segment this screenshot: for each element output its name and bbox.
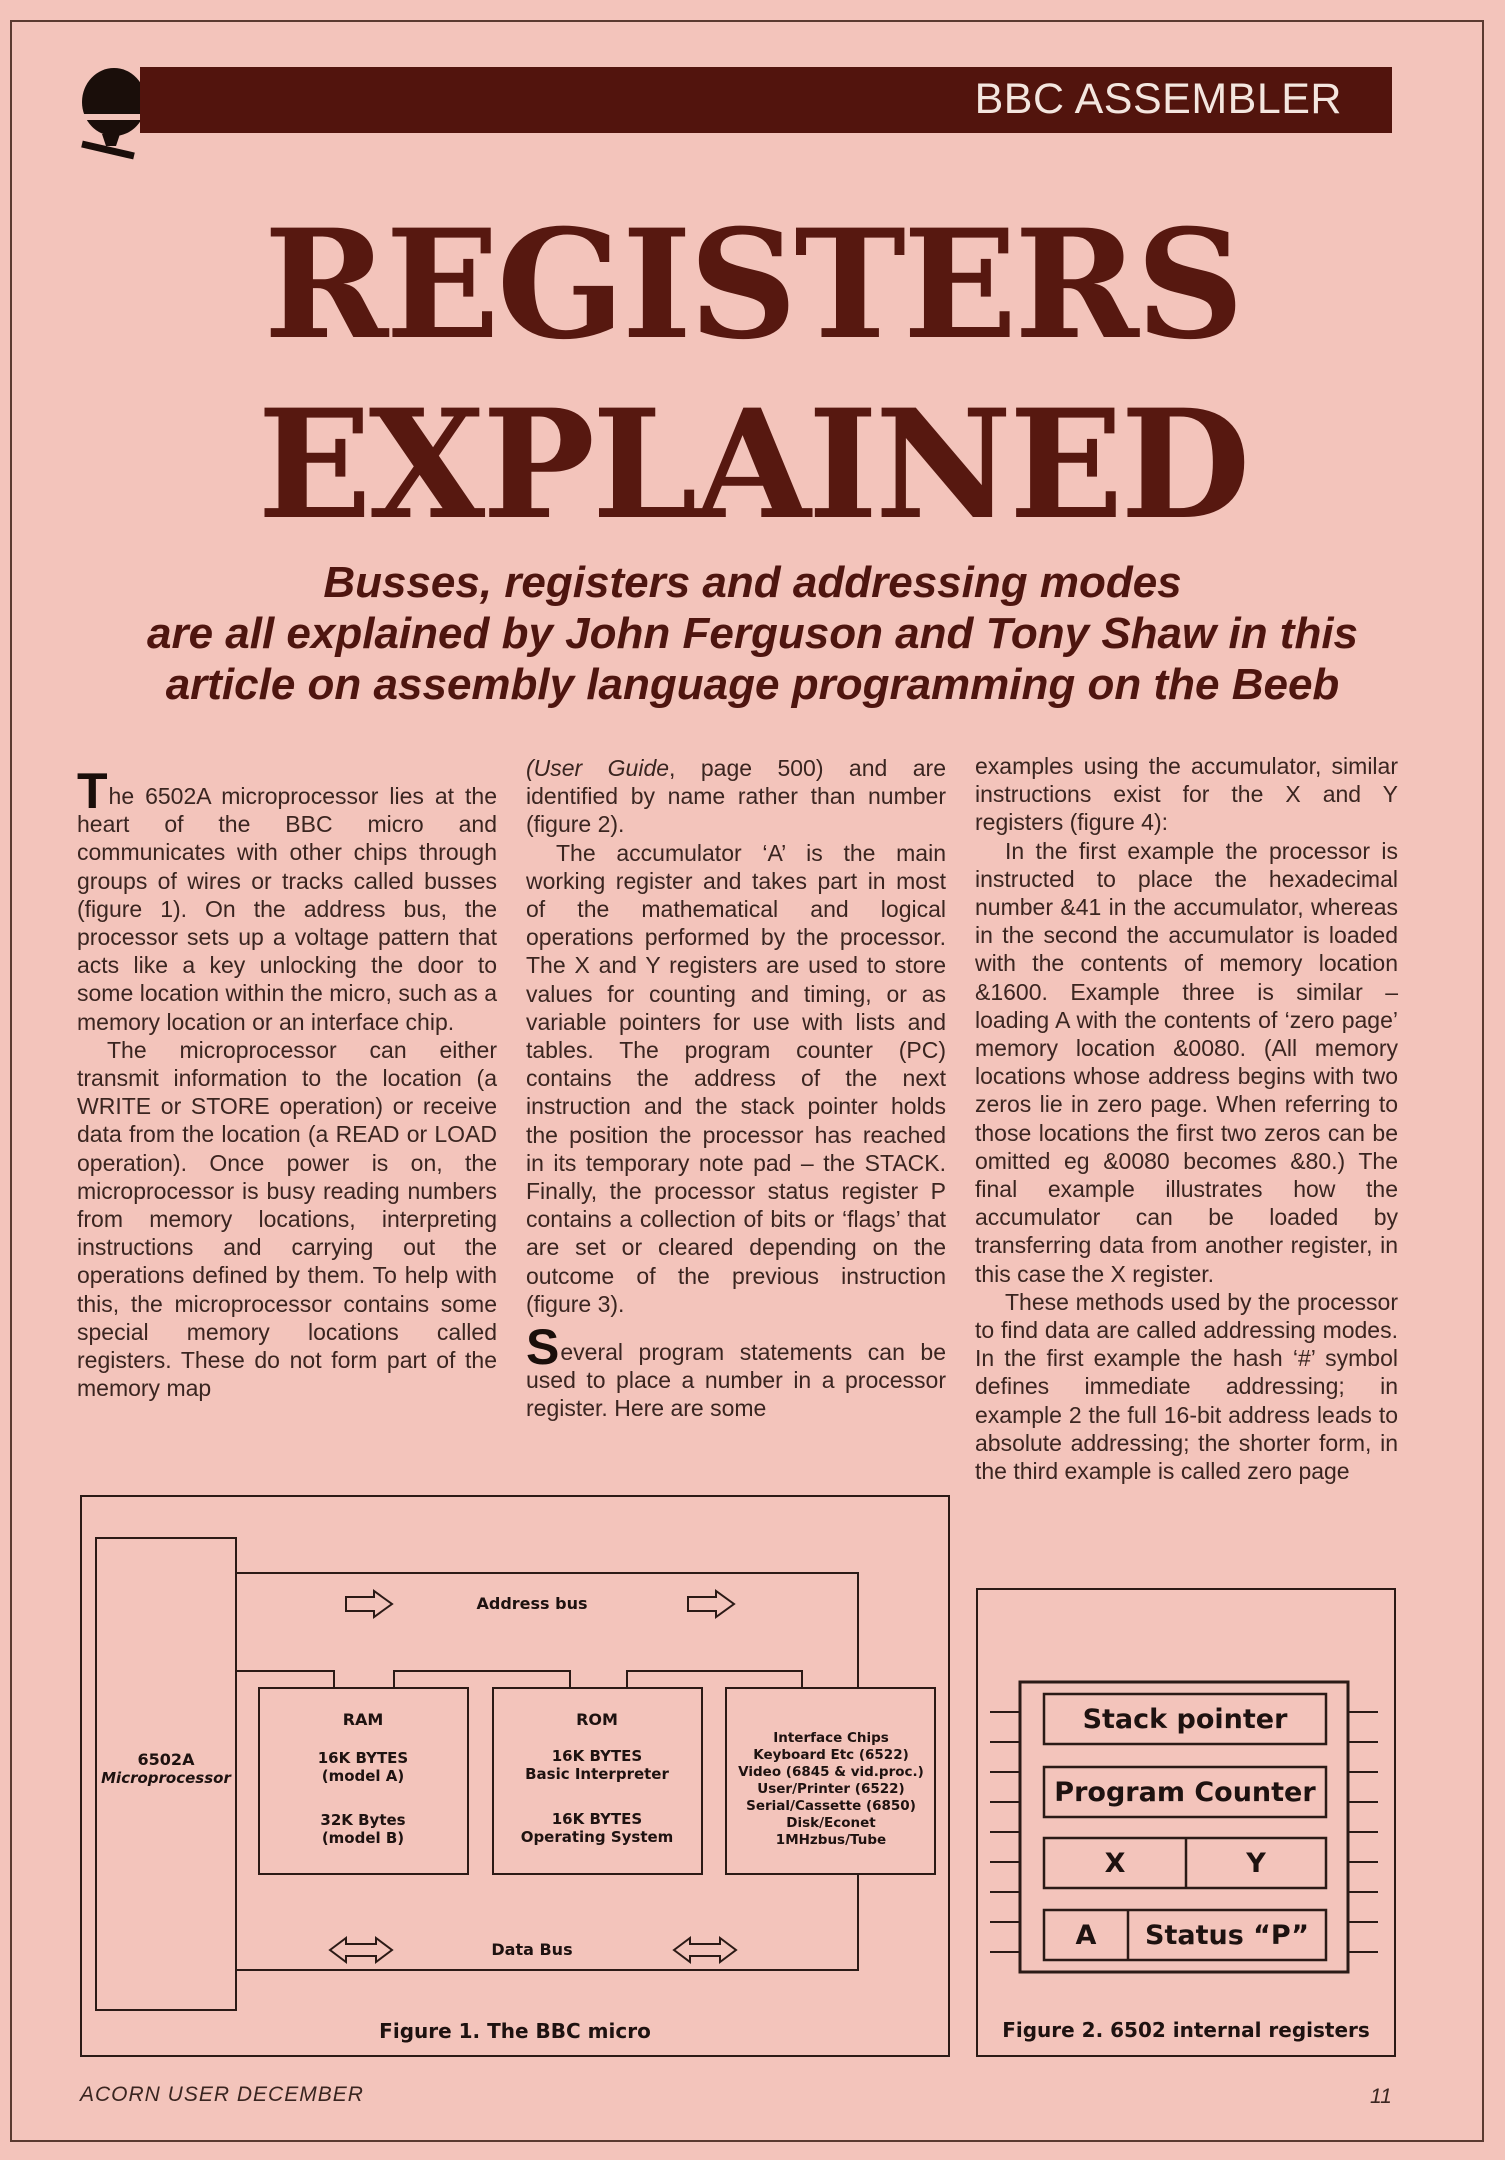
interface-text: User/Printer (6522) — [757, 1781, 905, 1797]
cpu-label: Microprocessor — [101, 1769, 231, 1787]
arrow-right-icon — [346, 1591, 392, 1617]
y-register-label: Y — [1246, 1848, 1266, 1879]
double-arrow-icon — [330, 1938, 392, 1962]
standfirst-line: are all explained by John Ferguson and Tony Shaw in this — [146, 609, 1359, 658]
rom-text: Operating System — [520, 1828, 674, 1846]
double-arrow-icon — [674, 1938, 736, 1962]
article-column-1 — [77, 763, 497, 1402]
paragraph: The accumulator ‘A’ is the main working register and takes part in most of the mathematical and logical operations performed by the processor. The X and Y registers are used to store values for counting and timing, or as variable pointers for use with lists and tables. The program counter (PC) contains the address of the next instruction and the stack pointer holds the position the processor has reached in its temporary note pad – the STACK. Finally, the processor status register P contains a collection of bits or ‘flags’ that are set or cleared depending on the outcome of the previous instruction (figure 3). — [526, 839, 946, 1317]
ram-title: RAM — [342, 1710, 384, 1729]
paragraph: These methods used by the processor to find data are called addressing modes. In the first example the hash ‘#’ symbol defines immediate addressing; in example 2 the full 16-bit address leads to absolute addressing; the shorter form, in the third example is called zero page — [975, 1288, 1398, 1485]
cpu-label: 6502A — [137, 1750, 195, 1769]
article-column-3 — [975, 752, 1398, 1485]
ram-text: 32K Bytes — [320, 1811, 406, 1829]
acorn-user-logo — [76, 64, 148, 160]
interface-text: Video (6845 & vid.proc.) — [738, 1764, 924, 1780]
program-counter-label: Program Counter — [1054, 1777, 1316, 1808]
book-title: (User Guide — [526, 755, 670, 781]
footer-magazine: ACORN USER DECEMBER — [80, 2083, 364, 2106]
paragraph: examples using the accumulator, similar instructions exist for the X and Y registers (figure 4): — [975, 753, 1398, 836]
rom-text: 16K BYTES — [551, 1810, 643, 1828]
interface-text: 1MHzbus/Tube — [775, 1832, 887, 1848]
interface-text: Interface Chips — [773, 1730, 889, 1746]
data-bus-label: Data Bus — [491, 1940, 573, 1959]
paragraph: The microprocessor can either transmit information to the location (a WRITE or STORE operation) or receive data from the location (a READ or LOAD operation). Once power is on, the microprocessor is busy reading numbers from memory locations, interpreting instructions and carrying out the operations defined by them. To help with this, the microprocessor contains some special memory locations called registers. These do not form part of the memory map — [77, 1036, 497, 1402]
paragraph — [526, 1319, 946, 1423]
drop-cap: S — [526, 1319, 560, 1376]
paragraph-text: he 6502A microprocessor lies at the heart of the BBC micro and communicates with other chips through groups of wires or tracks called busses (figure 1). On the address bus, the processor sets up a voltage pattern that acts like a key unlocking the door to some location within the micro, such as a memory location or an interface chip. — [77, 783, 497, 1035]
status-register-label: Status “P” — [1145, 1920, 1309, 1951]
paragraph — [77, 763, 497, 1036]
paragraph-text: everal program statements can be used to place a number in a processor register. Here are some — [526, 1339, 946, 1422]
paragraph: In the first example the processor is instructed to place the hexadecimal number &41 in the accumulator, whereas in the second the accumulator is loaded with the contents of memory location &1600. Example three is similar – loading A with the contents of ‘zero page’ memory location &0080. (All memory locations whose address begins with two zeros lie in zero page. When referring to those locations the first two zeros can be omitted eg &0080 becomes &80.) The final example illustrates how the accumulator can be loaded by transferring data from another register, in this case the X register. — [975, 837, 1398, 1287]
headline-line-2: EXPLAINED — [257, 377, 1248, 553]
interface-text: Keyboard Etc (6522) — [753, 1747, 909, 1763]
interface-text: Serial/Cassette (6850) — [746, 1798, 916, 1814]
ram-text: 16K BYTES — [317, 1749, 409, 1767]
standfirst — [60, 557, 1445, 710]
standfirst-line: Busses, registers and addressing modes — [323, 558, 1182, 607]
section-label: BBC ASSEMBLER — [974, 75, 1342, 123]
header-bar — [140, 67, 1392, 133]
page-number: 11 — [1370, 2085, 1392, 2108]
rom-text: Basic Interpreter — [525, 1765, 669, 1783]
paragraph-text: , page 500) and are identified by name rather than number (figure 2). — [526, 755, 946, 838]
headline-line-1: REGISTERS — [263, 197, 1242, 373]
stack-pointer-label: Stack pointer — [1082, 1704, 1288, 1735]
figure-1 — [80, 1495, 950, 2057]
ram-text: (model A) — [321, 1767, 405, 1785]
rom-text: 16K BYTES — [551, 1747, 643, 1765]
address-bus-label: Address bus — [476, 1594, 588, 1613]
x-register-label: X — [1104, 1848, 1126, 1879]
drop-cap: T — [77, 763, 108, 819]
a-register-label: A — [1075, 1920, 1097, 1951]
paragraph — [526, 754, 946, 839]
figure-2 — [976, 1588, 1396, 2057]
interface-text: Disk/Econet — [786, 1815, 876, 1831]
figure-1-caption: Figure 1. The BBC micro — [379, 2019, 651, 2043]
registers-diagram — [978, 1590, 1394, 2010]
standfirst-line: article on assembly language programming on the Beeb — [165, 660, 1340, 709]
ram-text: (model B) — [321, 1829, 405, 1847]
figure-2-caption: Figure 2. 6502 internal registers — [1002, 2018, 1370, 2042]
bbc-micro-block-diagram — [82, 1497, 948, 2012]
arrow-right-icon — [688, 1591, 734, 1617]
article-column-2 — [526, 754, 946, 1423]
rom-title: ROM — [576, 1710, 618, 1729]
